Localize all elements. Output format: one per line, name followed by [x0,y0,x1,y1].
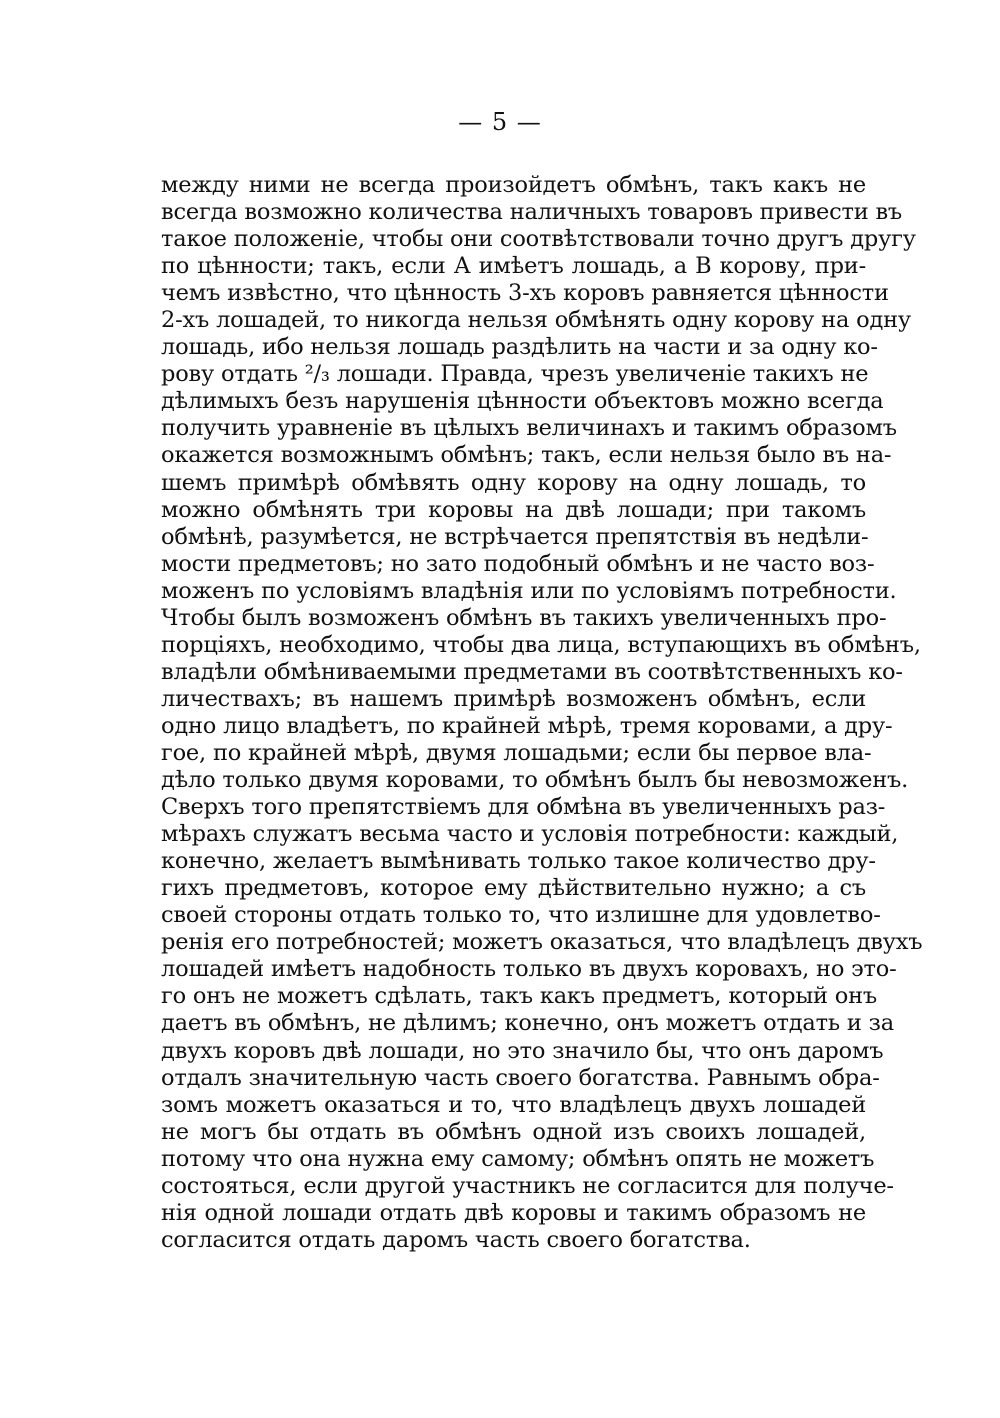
text-line: можно обмѣнять три коровы на двѣ лошади; при такомъ [161,496,866,523]
text-line: даетъ въ обмѣнъ, не дѣлимъ; конечно, онъ можетъ отдать и за [161,1010,894,1037]
text-line: такое положеніе, чтобы они соотвѣтствовали точно другъ другу [161,226,916,253]
text-line: ренія его потребностей; можетъ оказаться, что владѣлецъ двухъ [161,929,923,956]
body-text [161,172,923,1254]
text-line: получить уравненіе въ цѣлыхъ величинахъ и такимъ образомъ [161,415,897,442]
text-line: владѣли обмѣниваемыми предметами въ соотвѣтственныхъ ко- [161,658,903,685]
text-line: нія одной лошади отдать двѣ коровы и такимъ образомъ не [161,1199,866,1226]
text-line: по цѣнности; такъ, если А имѣетъ лошадь, а В корову, при- [161,253,866,280]
text-line: своей стороны отдать только то, что излишне для удовлетво- [161,902,881,929]
text-line: дѣлимыхъ безъ нарушенія цѣнности объектовъ можно всегда [161,388,884,415]
text-line: порціяхъ, необходимо, чтобы два лица, вступающихъ въ обмѣнъ, [161,631,921,658]
text-line: потому что она нужна ему самому; обмѣнъ опять не можетъ [161,1145,875,1172]
text-line: гое, по крайней мѣрѣ, двумя лошадьми; если бы первое вла- [161,739,872,766]
text-line: чемъ извѣстно, что цѣнность 3-хъ коровъ равняется цѣнности [161,280,889,307]
text-line: лошадь, ибо нельзя лошадь раздѣлить на части и за одну ко- [161,334,878,361]
text-line: лошадей имѣетъ надобность только въ двухъ коровахъ, но это- [161,956,897,983]
text-line: шемъ примѣрѣ обмѣвять одну корову на одну лошадь, то [161,469,866,496]
text-line: между ними не всегда произойдетъ обмѣнъ, такъ какъ не [161,172,866,198]
text-line: не могъ бы отдать въ обмѣнъ одной изъ своихъ лошадей, [161,1118,866,1145]
page-number-header: — 5 — [458,108,542,136]
text-line: согласится отдать даромъ часть своего богатства. [161,1226,751,1253]
text-line: моженъ по условіямъ владѣнія или по условіямъ потребности. [161,577,897,604]
text-line: го онъ не можетъ сдѣлать, такъ какъ предметъ, который онъ [161,983,878,1010]
text-line: состояться, если другой участникъ не согласится для получе- [161,1172,894,1199]
text-line: отдалъ значительную часть своего богатства. Равнымъ обра- [161,1064,880,1091]
text-line: гихъ предметовъ, которое ему дѣйствительно нужно; а съ [161,875,866,902]
text-line: Сверхъ того препятствіемъ для обмѣна въ увеличенныхъ раз- [161,794,886,821]
text-line: окажется возможнымъ обмѣнъ; такъ, если нельзя было въ на- [161,442,892,469]
text-line: зомъ можетъ оказаться и то, что владѣлецъ двухъ лошадей [161,1091,866,1118]
text-line: конечно, желаетъ вымѣнивать только такое количество дру- [161,848,876,875]
text-line: дѣло только двумя коровами, то обмѣнъ былъ бы невозможенъ. [161,767,909,794]
text-line: двухъ коровъ двѣ лошади, но это значило бы, что онъ даромъ [161,1037,884,1064]
text-line: одно лицо владѣетъ, по крайней мѣрѣ, тремя коровами, а дру- [161,712,893,739]
text-line: мѣрахъ служатъ весьма часто и условія потребности: каждый, [161,821,899,848]
text-line: всегда возможно количества наличныхъ товаровъ привести въ [161,199,903,226]
text-line: обмѣнѣ, разумѣется, не встрѣчается препятствія въ недѣли- [161,523,869,550]
text-line: Чтобы былъ возможенъ обмѣнъ въ такихъ увеличенныхъ про- [161,604,887,631]
text-line: 2-хъ лошадей, то никогда нельзя обмѣнять одну корову на одну [161,307,911,334]
text-line: личествахъ; въ нашемъ примѣрѣ возможенъ обмѣнъ, если [161,685,866,712]
text-line: мости предметовъ; но зато подобный обмѣнъ и не часто воз- [161,550,875,577]
text-line: рову отдать ²/₃ лошади. Правда, чрезъ увеличеніе такихъ не [161,361,869,388]
